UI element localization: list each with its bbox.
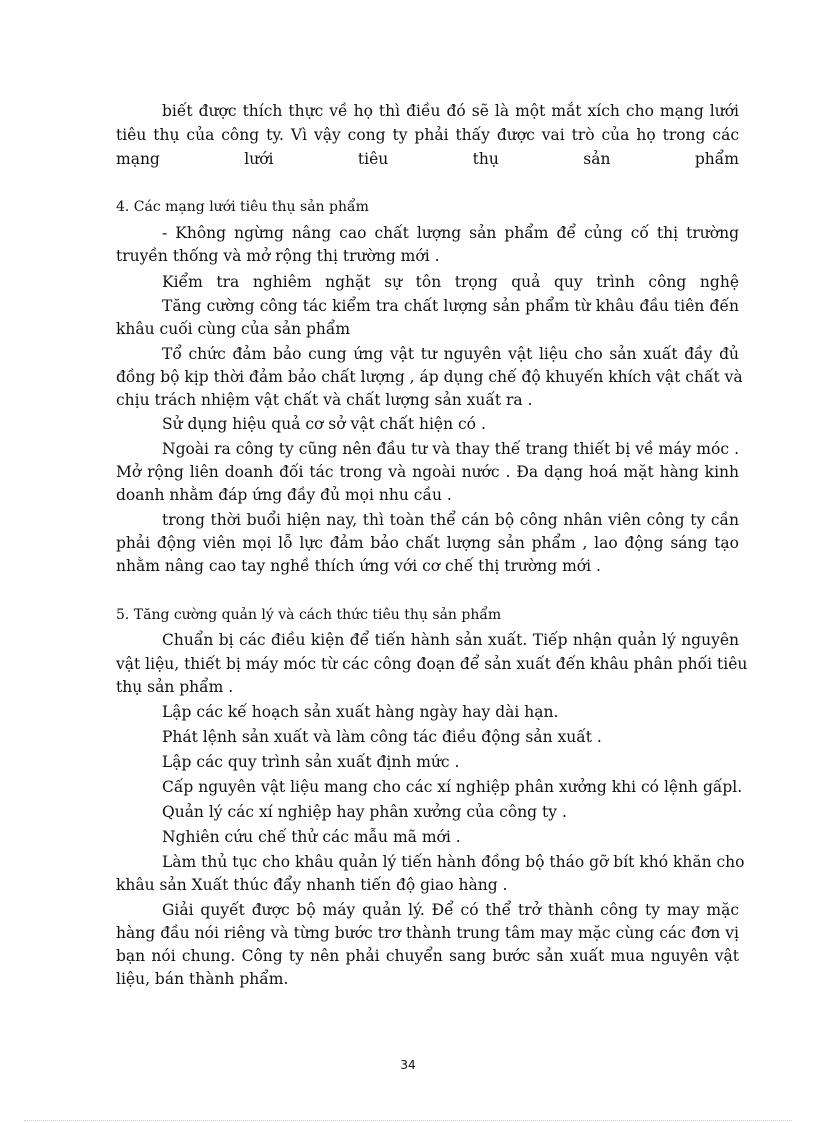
paragraph-line: hàng đầu nói riêng và từng bước trơ thành trung tâm may mặc cùng các đơn vị <box>116 924 739 942</box>
section-4-heading: 4. Các mạng lưới tiêu thụ sản phẩm <box>116 199 369 215</box>
page-number: 34 <box>400 1058 416 1072</box>
paragraph-line: doanh nhằm đáp ứng đầy đủ mọi nhu cầu . <box>116 486 452 504</box>
paragraph-line: Quản lý các xí nghiệp hay phân xưởng của công ty . <box>162 803 567 821</box>
paragraph-line: Làm thủ tục cho khâu quản lý tiến hành đồng bộ tháo gỡ bít khó khăn cho <box>162 853 745 871</box>
paragraph-line: Nghiên cứu chế thử các mẫu mã mới . <box>162 828 461 846</box>
paragraph-line: Tổ chức đảm bảo cung ứng vật tư nguyên vật liệu cho sản xuất đầy đủ <box>162 345 739 363</box>
paragraph-line: Lập các quy trình sản xuất định mức . <box>162 753 460 771</box>
bottom-divider <box>24 1120 792 1121</box>
paragraph-line: - Không ngừng nâng cao chất lượng sản phẩm để củng cố thị trường <box>162 224 739 242</box>
section-5-heading: 5. Tăng cường quản lý và cách thức tiêu thụ sản phẩm <box>116 607 502 623</box>
paragraph-line: liệu, bán thành phẩm. <box>116 970 289 988</box>
paragraph-line: đồng bộ kịp thời đảm bảo chất lượng , áp dụng chế độ khuyến khích vật chất và <box>116 368 743 386</box>
paragraph-line: Sử dụng hiệu quả cơ sở vật chất hiện có . <box>162 415 486 433</box>
paragraph-line: phải động viên mọi lỗ lực đảm bảo chất lượng sản phẩm , lao động sáng tạo <box>116 534 739 552</box>
paragraph-line: Ngoài ra công ty cũng nên đầu tư và thay thế trang thiết bị về máy móc . <box>162 440 739 458</box>
paragraph-line: Lập các kế hoạch sản xuất hàng ngày hay dài hạn. <box>162 703 559 721</box>
paragraph-line: Chuẩn bị các điều kiện để tiến hành sản xuất. Tiếp nhận quản lý nguyên <box>162 631 739 649</box>
paragraph-line: Phát lệnh sản xuất và làm công tác điều động sản xuất . <box>162 728 602 746</box>
paragraph-line: Tăng cường công tác kiểm tra chất lượng sản phẩm từ khâu đầu tiên đến <box>162 297 739 315</box>
paragraph-line: Giải quyết được bộ máy quản lý. Để có thể trở thành công ty may mặc <box>162 901 739 919</box>
paragraph-line: bạn nói chung. Công ty nên phải chuyển sang bước sản xuất mua nguyên vật <box>116 947 739 965</box>
paragraph-line: trong thời buổi hiện nay, thì toàn thể cán bộ công nhân viên công ty cần <box>162 511 739 529</box>
paragraph-line: khâu cuối cùng của sản phẩm <box>116 320 351 338</box>
paragraph-line: tiêu thụ của công ty. Vì vậy cong ty phải thấy được vai trò của họ trong các <box>116 126 739 144</box>
paragraph-line: mạng lưới tiêu thụ sản phẩm <box>116 150 739 168</box>
paragraph-line: Kiểm tra nghiêm nghặt sự tôn trọng quả quy trình công nghệ <box>162 273 739 291</box>
paragraph-line: khâu sản Xuất thúc đẩy nhanh tiến độ giao hàng . <box>116 876 508 894</box>
paragraph-line: Mở rộng liên doanh đối tác trong và ngoài nước . Đa dạng hoá mặt hàng kinh <box>116 463 739 481</box>
paragraph-line: vật liệu, thiết bị máy móc từ các công đoạn để sản xuất đến khâu phân phối tiêu <box>116 655 748 673</box>
paragraph-line: Cấp nguyên vật liệu mang cho các xí nghiệp phân xưởng khi có lệnh gấpl. <box>162 778 743 796</box>
paragraph-line: truyền thống và mở rộng thị trường mới . <box>116 247 440 265</box>
paragraph-line: chịu trách nhiệm vật chất và chất lượng sản xuất ra . <box>116 391 533 409</box>
paragraph-line: thụ sản phẩm . <box>116 678 234 696</box>
paragraph-line: nhằm nâng cao tay nghề thích ứng với cơ chế thị trường mới . <box>116 557 601 575</box>
paragraph-line: biết được thích thực về họ thì điều đó sẽ là một mắt xích cho mạng lưới <box>162 102 739 120</box>
